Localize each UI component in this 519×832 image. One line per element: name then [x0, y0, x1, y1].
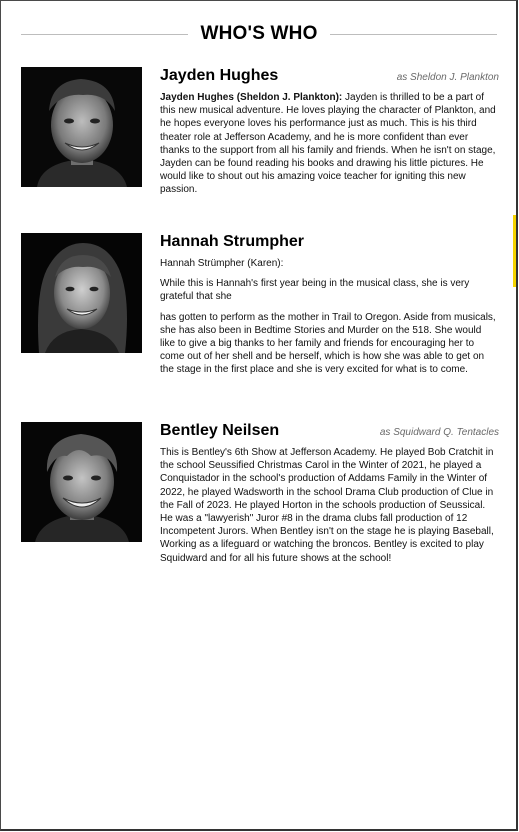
bio-content — [160, 67, 499, 197]
character-role: as Sheldon J. Plankton — [396, 72, 499, 83]
page-title: WHO'S WHO — [200, 23, 318, 44]
bio-body: Jayden is thrilled to be a part of this new musical adventure. He loves playing the character of Plankton, and he hopes everyone loves his performance just as much. This is his third theater role at Jefferson Academy, and he is more confident than ever thanks to the support from all his family and friends. When he isn't on stage, Jayden can be found reading his books and drawing his little pictures. He would like to shout out his amazing voice teacher for igniting this new passion. — [160, 92, 496, 196]
actor-name: Jayden Hughes — [160, 67, 279, 84]
headshot-photo — [21, 233, 142, 353]
bio-content — [160, 233, 499, 377]
header-rule-right — [330, 34, 497, 35]
actor-name: Hannah Strumpher — [160, 233, 305, 250]
headshot-photo — [21, 422, 142, 542]
character-line: Hannah Strümpher (Karen): — [160, 258, 284, 269]
bio-content — [160, 422, 499, 565]
headshot-photo — [21, 67, 142, 187]
actor-name: Bentley Neilsen — [160, 422, 280, 439]
character-role: as Squidward Q. Tentacles — [379, 427, 499, 438]
bio-text — [160, 91, 499, 197]
section-header — [21, 19, 497, 49]
page-edge-tab — [513, 215, 516, 287]
bio-paragraph-1: While this is Hannah's first year being in the musical class, she is very grateful that she — [160, 278, 470, 303]
header-rule-left — [21, 34, 188, 35]
bio-lead: Jayden Hughes (Sheldon J. Plankton): — [160, 92, 343, 103]
bio-text: This is Bentley's 6th Show at Jefferson Academy. He played Bob Cratchit in the school Seussified Christmas Carol in the Winter of 2021, he played a Conquistador in the school's production of Addams Family in the Winter of 2022, he played Wadsworth in the school Drama Club production of Clue in the Fall of 2023. He played Horton in the schools production of Seussical. He was a "lawyerish" Juror #8 in the drama clubs fall production of 12 Incompetent Jurors. When Bentley isn't on the stage he is playing Baseball, Working as a lifeguard or watching the broncos. Bentley is excited to play Squidward and for all his future shows at the school! — [160, 447, 494, 564]
bio-paragraph-2: has gotten to perform as the mother in Trail to Oregon. Aside from musicals, she has also been in Bedtime Stories and Murder on the 518. She would like to give a big thanks to her family and friends for encouraging her to come out of her shell and be herself, which is how she was able to get on the stage in the first place and she is very excited for what is to come. — [160, 311, 496, 376]
